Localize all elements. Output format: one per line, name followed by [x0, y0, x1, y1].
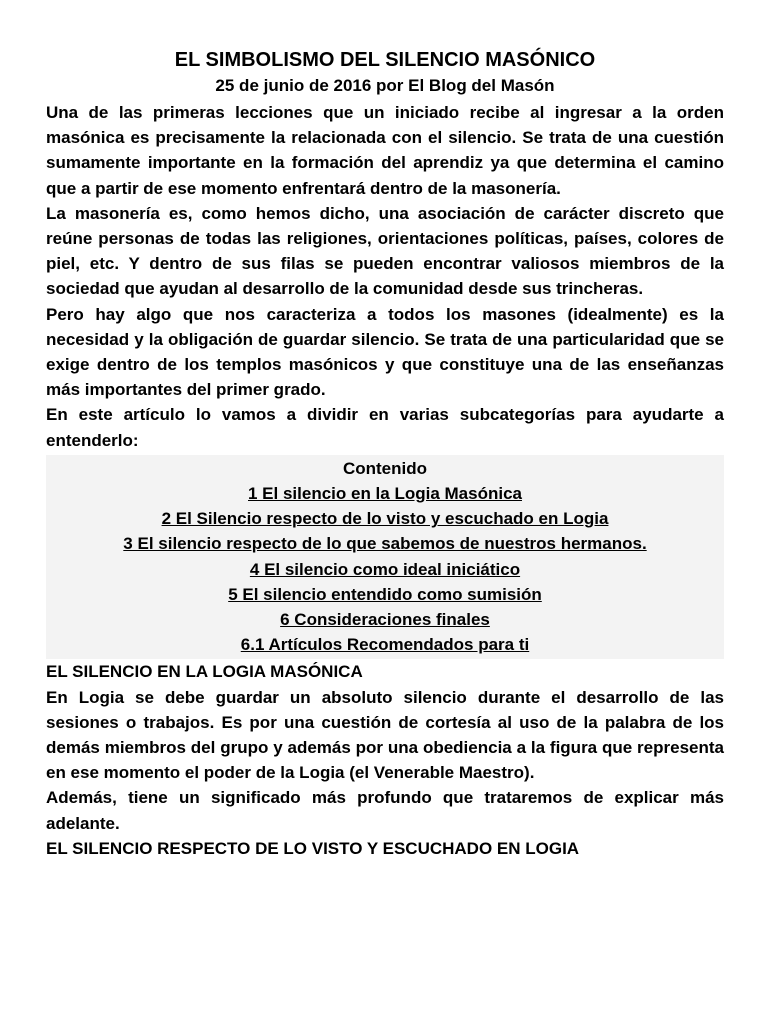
toc-link-4[interactable]: 4 El silencio como ideal iniciático	[249, 559, 521, 579]
toc-link-2[interactable]: 2 El Silencio respecto de lo visto y escuchado en Logia	[161, 509, 609, 529]
toc-link-6[interactable]: 6 Consideraciones finales	[280, 610, 490, 630]
document-title: EL SIMBOLISMO DEL SILENCIO MASÓNICO	[174, 49, 596, 71]
intro-paragraph: Pero hay algo que nos caracteriza a todos los masones (idealmente) es la necesidad y la obligación de guardar silencio. Se trata de una particularidad que se exige dentro de los templos masónicos y que constituye una de las enseñanzas más importantes del primer grado.	[46, 304, 724, 400]
intro-paragraph: La masonería es, como hemos dicho, una asociación de carácter discreto que reúne personas de todas las religiones, orientaciones políticas, países, colores de piel, etc. Y dentro de sus filas se pueden encontrar valiosos miembros de la sociedad que ayudan al desarrollo de la comunidad desde sus trincheras.	[46, 203, 724, 299]
section-paragraph: Además, tiene un significado más profundo que trataremos de explicar más adelante.	[46, 788, 724, 833]
toc-link-5[interactable]: 5 El silencio entendido como sumisión	[228, 584, 542, 604]
section-heading: EL SILENCIO RESPECTO DE LO VISTO Y ESCUCHADO EN LOGIA	[46, 838, 580, 858]
section-heading: EL SILENCIO EN LA LOGIA MASÓNICA	[46, 662, 363, 682]
byline: 25 de junio de 2016 por El Blog del Masón	[215, 76, 555, 95]
toc-link-1[interactable]: 1 El silencio en la Logia Masónica	[248, 484, 522, 504]
intro-paragraph: Una de las primeras lecciones que un iniciado recibe al ingresar a la orden masónica es precisamente la relacionada con el silencio. Se trata de una cuestión sumamente importante en la formación del aprendiz ya que determina el camino que a partir de ese momento enfrentará dentro de la masonería.	[46, 103, 724, 198]
toc-link-6-1[interactable]: 6.1 Artículos Recomendados para ti	[240, 635, 530, 655]
table-of-contents	[46, 455, 724, 660]
document-page	[46, 46, 724, 861]
intro-paragraph: En este artículo lo vamos a dividir en varias subcategorías para ayudarte a entenderlo:	[46, 405, 724, 450]
section-paragraph: En Logia se debe guardar un absoluto silencio durante el desarrollo de las sesiones o trabajos. Es por una cuestión de cortesía al uso de la palabra de los demás miembros del grupo y además por una obediencia a la figura que representa en ese momento el poder de la Logia (el Venerable Maestro).	[46, 687, 724, 783]
toc-link-3[interactable]: 3 El silencio respecto de lo que sabemos de nuestros hermanos.	[123, 534, 647, 554]
toc-heading: Contenido	[342, 458, 428, 478]
